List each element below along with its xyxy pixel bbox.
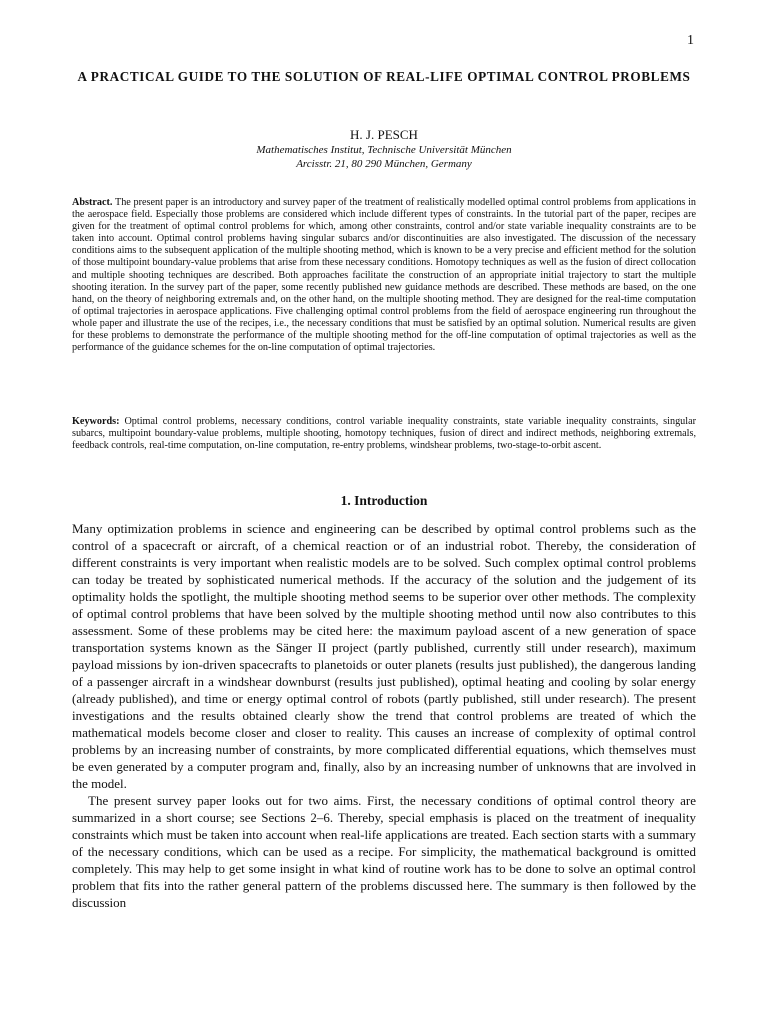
author-affiliation [72, 143, 696, 171]
abstract-label: Abstract. [72, 197, 113, 208]
abstract [72, 197, 696, 354]
page-number: 1 [687, 33, 694, 48]
section-body [72, 520, 696, 911]
keywords [72, 416, 696, 452]
body-paragraph: Many optimization problems in science and engineering can be described by optimal control problems such as the control of a spacecraft or aircraft, of a chemical reaction or of an industrial robot. Thereby, the consideration of different constraints is very important when realistic models are to be solved. Such complex optimal control problems can today be treated by sophisticated numerical methods. If the accuracy of the solution and the judgement of its optimality holds the spotlight, the multiple shooting method seems to be superior over other methods. The complexity of optimal control problems that have been solved by the multiple shooting method until now also contributes to this assessment. Some of these problems may be cited here: the maximum payload ascent of a new generation of space transportation systems known as the Sänger II project (partly published, currently still under research), maximum payload missions by ion-driven spacecrafts to planetoids or outer planets (results just published), the dangerous landing of a passenger aircraft in a windshear downburst (results just published), optimal heating and cooling by solar energy (already published), and time or energy optimal control of robots (partly published, still under research). The present investigations and the results obtained clearly show the trend that control problems are treated of which the mathematical models become closer and closer to reality. This causes an increase of complexity of optimal control problems by an increasing number of constraints, by more complicated differential equations, which themselves must be even generated by a computer program and, finally, also by an increasing number of unknowns that are involved in the model. [72, 521, 696, 791]
keywords-text: Optimal control problems, necessary conditions, control variable inequality constraints, state variable inequality constraints, singular subarcs, multipoint boundary-value problems, multiple shooting, homotopy techniques, fusion of direct and indirect methods, neighboring extremals, feedback controls, real-time computation, on-line computation, re-entry problems, windshear problems, two-stage-to-orbit ascent. [72, 416, 697, 452]
body-paragraph: The present survey paper looks out for two aims. First, the necessary conditions of optimal control theory are summarized in a short course; see Sections 2–6. Thereby, special emphasis is placed on the treatment of inequality constraints which must be taken into account when real-life applications are treated. Each section starts with a summary of the necessary conditions, which can be used as a recipe. For simplicity, the mathematical background is omitted completely. This may help to get some insight in what kind of routine work has to be done to solve an optimal control problem that fits into the rather general pattern of the problems discussed here. The summary is then followed by the discussion [72, 793, 696, 910]
affiliation-address: Arcisstr. 21, 80 290 München, Germany [296, 158, 472, 170]
section-heading: 1. Introduction [340, 493, 428, 508]
author-name: H. J. PESCH [350, 127, 418, 142]
paper-title: A PRACTICAL GUIDE TO THE SOLUTION OF REAL-LIFE OPTIMAL CONTROL PROBLEMS [77, 69, 691, 84]
keywords-label: Keywords: [72, 416, 120, 427]
abstract-text: The present paper is an introductory and survey paper of the treatment of realistically modelled optimal control problems from applications in the aerospace field. Especially those problems are considered which include different types of constraints. In the tutorial part of the paper, recipes are given for the treatment of optimal control problems for which, among other constraints, control and/or state variable inequality constraints are to be taken into account. Optimal control problems having singular subarcs and/or discontinuities are also investigated. The discussion of the necessary conditions aims to the subsequent application of the multiple shooting method, which is known to be a very precise and efficient method for the solution of those multipoint boundary-value problems that arise from these necessary conditions. Homotopy techniques as well as the fusion of direct collocation and multiple shooting techniques are described. Both approaches facilitate the construction of an appropriate initial trajectory to start the multiple shooting iteration. In the survey part of the paper, some recently published new guidance methods are described. These methods are based, on the one hand, on the theory of neighboring extremals and, on the other hand, on the multiple shooting method. They are designed for the real-time computation of optimal trajectories in aerospace applications. Five challenging optimal control problems from the field of aerospace engineering run throughout the whole paper and illustrate the use of the recipes, i.e., the necessary conditions that must be satisfied by an optimal solution. Numerical results are given for these problems to demonstrate the performance of the multiple shooting method for the off-line computation of optimal trajectories as well as the performance of the guidance schemes for the on-line computation of optimal trajectories. [72, 197, 696, 354]
affiliation-institute: Mathematisches Institut, Technische Universität München [256, 144, 512, 156]
